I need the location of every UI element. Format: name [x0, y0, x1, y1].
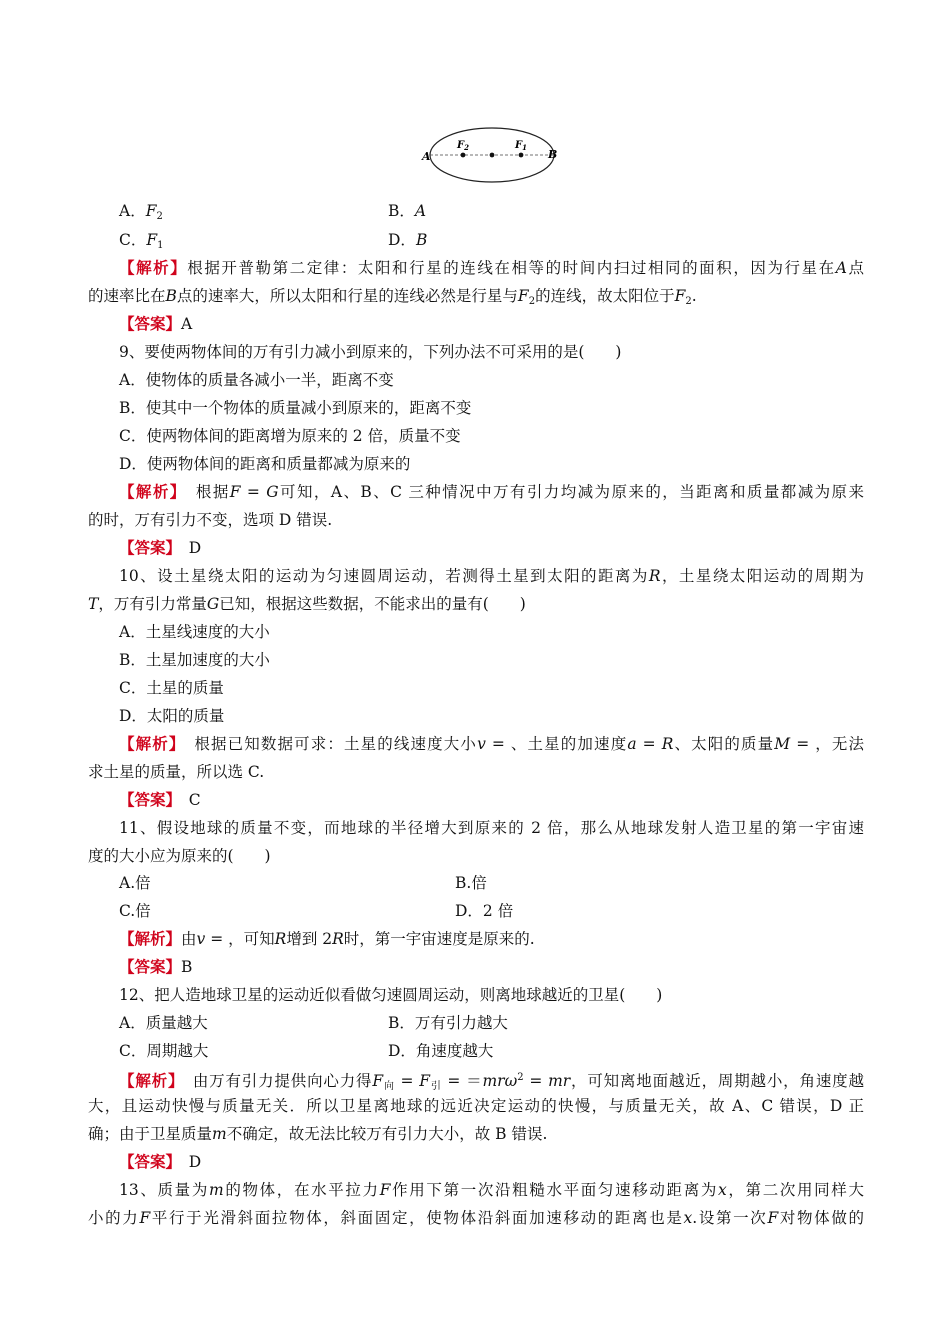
focus-f1-dot	[519, 153, 524, 158]
answer-tag: 【答案】	[119, 1152, 174, 1171]
label-f1-sub: 1	[522, 143, 527, 152]
q9-stem: 9、要使两物体间的万有引力减小到原来的，下列办法不可采用的是( )	[119, 343, 622, 361]
q9-analysis-line-1: 【解析】 根据F = G可知，A、B、C 三种情况中万有引力均减为原来的，当距离和质量都减为原来	[119, 482, 864, 501]
answer-tag: 【答案】	[119, 538, 174, 557]
analysis-tag: 【解析】	[119, 258, 188, 277]
focus-f2-dot	[461, 153, 466, 158]
q9-answer: 【答案】 D	[119, 538, 202, 557]
analysis-tag: 【解析】	[119, 734, 178, 753]
q9-analysis-line-2: 的时，万有引力不变，选项 D 错误.	[88, 511, 333, 529]
q8-option-d: D．B	[388, 231, 428, 249]
q10-answer: 【答案】 C	[119, 790, 201, 809]
q10-stem-line-1: 10、设土星绕太阳的运动为匀速圆周运动，若测得土星到太阳的距离为R，土星绕太阳运动的周期为	[119, 567, 864, 585]
q9-option-b: B．使其中一个物体的质量减小到原来的，距离不变	[119, 399, 472, 417]
center-dot	[490, 153, 495, 158]
q12-option-c: C．周期越大	[119, 1042, 209, 1060]
q12-option-d: D．角速度越大	[388, 1042, 494, 1060]
q11-option-a: A.倍	[119, 874, 151, 892]
q8-answer: 【答案】A	[119, 314, 193, 333]
q12-option-a: A．质量越大	[119, 1014, 208, 1032]
svg-text:F1	[514, 140, 527, 152]
q13-stem-line-2: 小的力F平行于光滑斜面拉物体，斜面固定，使物体沿斜面加速移动的距离也是x.设第一次F对物体做的	[88, 1209, 864, 1227]
q11-stem-line-1: 11、假设地球的质量不变，而地球的半径增大到原来的 2 倍，那么从地球发射人造卫星的第一宇宙速	[119, 819, 864, 837]
q8-analysis-line-2: 的速率比在B点的速率大，所以太阳和行星的连线必然是行星与$F_2$的连线，故太阳位于$F_2$.	[88, 287, 697, 307]
analysis-tag: 【解析】	[119, 929, 182, 948]
q10-option-d: D．太阳的质量	[119, 707, 225, 725]
answer-tag: 【答案】	[119, 790, 174, 809]
q12-analysis-line-2: 大，且运动快慢与质量无关．所以卫星离地球的远近决定运动的快慢，与质量无关，故 A、C 错误，D 正	[88, 1097, 864, 1115]
q8-option-a: A．$F_2$	[119, 202, 163, 222]
q12-option-b: B．万有引力越大	[388, 1014, 508, 1032]
q9-option-c: C．使两物体间的距离增为原来的 2 倍，质量不变	[119, 427, 461, 445]
ellipse-orbit-figure	[420, 125, 560, 187]
q11-analysis: 【解析】由v = ，可知R增到 2R时，第一宇宙速度是原来的.	[119, 929, 535, 948]
svg-text:F2	[456, 140, 469, 152]
label-f2: F	[457, 140, 465, 151]
analysis-tag: 【解析】	[119, 1071, 177, 1090]
label-f2-sub: 2	[464, 143, 469, 152]
q8-option-c: C．$F_1$	[119, 231, 164, 251]
answer-tag: 【答案】	[119, 314, 182, 333]
label-a: A	[422, 150, 431, 163]
q12-analysis-line-3: 确；由于卫星质量m不确定，故无法比较万有引力大小，故 B 错误.	[88, 1125, 548, 1143]
q8-option-b: B．A	[388, 202, 427, 220]
answer-tag: 【答案】	[119, 957, 182, 976]
q12-analysis-line-1: 【解析】 由万有引力提供向心力得$F_向 = F_引 = =mr\omega^2$ = mr，可知离地面越近，周期越小，角速度越	[119, 1071, 864, 1092]
q12-answer: 【答案】 D	[119, 1152, 202, 1171]
q12-stem: 12、把人造地球卫星的运动近似看做匀速圆周运动，则离地球越近的卫星( )	[119, 986, 663, 1004]
q11-stem-line-2: 度的大小应为原来的( )	[88, 847, 271, 865]
analysis-tag: 【解析】	[119, 482, 179, 501]
q8-analysis-line-1: 【解析】根据开普勒第二定律：太阳和行星的连线在相等的时间内扫过相同的面积，因为行星在A点	[119, 258, 864, 277]
q11-answer: 【答案】B	[119, 957, 193, 976]
q11-option-d: D．2 倍	[455, 902, 514, 920]
label-b: B	[548, 148, 558, 161]
q10-analysis-line-1: 【解析】 根据已知数据可求：土星的线速度大小v = 、土星的加速度a = R、太阳的质量M = ，无法	[119, 734, 864, 753]
q10-option-b: B．土星加速度的大小	[119, 651, 270, 669]
q11-option-b: B.倍	[455, 874, 487, 892]
q10-analysis-line-2: 求土星的质量，所以选 C.	[88, 763, 265, 781]
q9-option-a: A．使物体的质量各减小一半，距离不变	[119, 371, 394, 389]
label-f1: F	[515, 140, 523, 151]
q13-stem-line-1: 13、质量为m的物体，在水平拉力F作用下第一次沿粗糙水平面匀速移动距离为x，第二次用同样大	[119, 1181, 864, 1199]
q10-option-c: C．土星的质量	[119, 679, 224, 697]
q10-option-a: A．土星线速度的大小	[119, 623, 270, 641]
q9-option-d: D．使两物体间的距离和质量都减为原来的	[119, 455, 411, 473]
q10-stem-line-2: T，万有引力常量G已知，根据这些数据，不能求出的量有( )	[88, 595, 526, 613]
q11-option-c: C.倍	[119, 902, 151, 920]
